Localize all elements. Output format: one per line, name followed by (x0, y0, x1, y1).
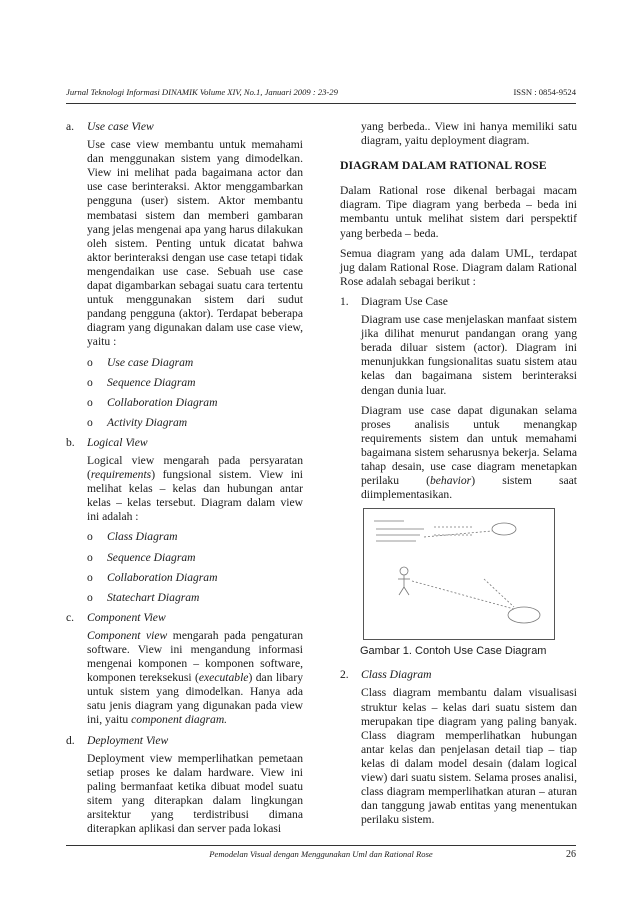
section-a-list (87, 356, 303, 430)
list-item: o Collaboration Diagram (87, 395, 218, 409)
list-item: o Activity Diagram (87, 415, 188, 429)
section-c-marker: c. (66, 610, 75, 624)
figure-caption: Gambar 1. Contoh Use Case Diagram (360, 645, 547, 658)
list-item: o Sequence Diagram (87, 375, 196, 389)
item-2-paragraph: Class diagram membantu dalam visualisasi struktur kelas – kelas dari suatu sistem dan merupakan tipe diagram yang paling banyak. Class diagram memperlihatkan hubungan antar kelas dan penjelasan detail tiap – tiap kelas di dalam model desain (dalam logical view) dari suatu sistem. Selama proses analisi, class diagram memperlihatkan aturan – aturan dan tanggung jawab entitas yang menentukan perilaku sistem. (361, 686, 577, 827)
section-d-marker: d. (66, 733, 75, 747)
journal-citation: Jurnal Teknologi Informasi DINAMIK Volume XIV, No.1, Januari 2009 : 23-29 (66, 87, 338, 97)
section-d-title: Deployment View (87, 733, 169, 747)
right-column (340, 120, 577, 833)
section-a-heading (66, 120, 303, 134)
header-rule (66, 103, 576, 104)
item-1-paragraph: Diagram use case dapat digunakan selama proses analisis untuk menangkap requirements sistem dan untuk memahami bagaimana sistem seharusnya bekerja. Selama tahap desain, use case diagram menetapkan perilaku (behavior) sistem saat diimplementasikan. (361, 403, 577, 502)
list-item: o Collaboration Diagram (87, 570, 218, 584)
section-d-heading (66, 734, 303, 748)
item-2-heading: 2. Class Diagram (340, 668, 432, 682)
use-case-diagram-image (364, 509, 554, 639)
paragraph: Semua diagram yang ada dalam UML, terdapat jug dalam Rational Rose. Diagram dalam Rational Rose adalah sebagai berikut : (340, 246, 577, 288)
page-number: 26 (566, 849, 576, 860)
section-b-marker: b. (66, 435, 75, 449)
section-c-title: Component View (87, 610, 166, 624)
running-footer (66, 849, 576, 859)
list-item: o Use case Diagram (87, 355, 194, 369)
left-column (66, 120, 303, 842)
section-b-title: Logical View (87, 435, 148, 449)
item-1-heading: 1. Diagram Use Case (340, 294, 448, 308)
section-b-list (87, 530, 303, 604)
section-a-body: Use case view membantu untuk memahami dan menggunakan sistem yang dimodelkan. View ini melihat pada bagaimana actor dan use case berinteraksi. Aktor menggambarkan pengguna (user) sistem. Aktor membantu membatasi sistem dan memberi gambaran yang jelas mengenai apa yang harus dilakukan oleh sistem. Penting untuk dicatat bahwa aktor berinteraksi dengan use case tetapi tidak mengendaikan use case. Sebuah use case dapat digambarkan sebagai suatu cara tertentu untuk menggunakan sistem dari sudut pandang pengguna (aktor). Terdapat beberapa diagram yang digunakan dalam use case view, yaitu : (87, 138, 303, 349)
use-case-diagram-figure (363, 508, 555, 640)
section-b-body: Logical view mengarah pada persyaratan (requirements) fungsional sistem. View ini melihat kelas – kelas dan hubungan antar kelas – kelas tersebut. Diagram dalam view ini adalah : (87, 453, 303, 524)
list-item: o Class Diagram (87, 530, 178, 544)
footer-title: Pemodelan Visual dengan Menggunakan Uml dan Rational Rose (209, 849, 433, 859)
section-heading: DIAGRAM DALAM RATIONAL ROSE (340, 158, 547, 173)
footer-rule (66, 845, 576, 846)
item-1-paragraph: Diagram use case menjelaskan manfaat sistem jika dilihat menurut pandangan orang yang berada diluar sistem (actor). Diagram ini menunjukkan fungsionalitas suatu sistem atau kelas dan bagaimana sistem berinteraksi dengan dunia luar. (361, 313, 577, 397)
section-c-body: Component view mengarah pada pengaturan software. View ini mengandung informasi mengenai komponen – komponen software, komponen tereksekusi (executable) dan libary untuk sistem yang dimodelkan. Hanya ada satu jenis diagram yang digunakan pada view ini, yaitu component diagram. (87, 628, 303, 727)
section-a-marker: a. (66, 120, 75, 133)
section-c-heading (66, 611, 303, 625)
section-b-heading (66, 436, 303, 450)
section-d-body: Deployment view memperlihatkan pemetaan setiap proses ke dalam hardware. View ini paling bermanfaat ketika dibuat model suatu sitem yang diterapkan dalam lingkungan arsitektur yang terdistribusi dimana diterapkan aplikasi dan server pada lokasi (87, 751, 303, 836)
continuation-text: yang berbeda.. View ini hanya memiliki satu diagram, yaitu deployment diagram. (361, 120, 577, 148)
list-item: o Statechart Diagram (87, 590, 200, 604)
issn: ISSN : 0854-9524 (513, 87, 576, 97)
running-header (66, 87, 576, 97)
list-item: o Sequence Diagram (87, 550, 196, 564)
section-a-title: Use case View (87, 120, 154, 133)
paragraph: Dalam Rational rose dikenal berbagai macam diagram. Tipe diagram yang berbeda – beda ini membantu untuk melihat sistem dari perspektif yang berbeda – beda. (340, 184, 577, 240)
